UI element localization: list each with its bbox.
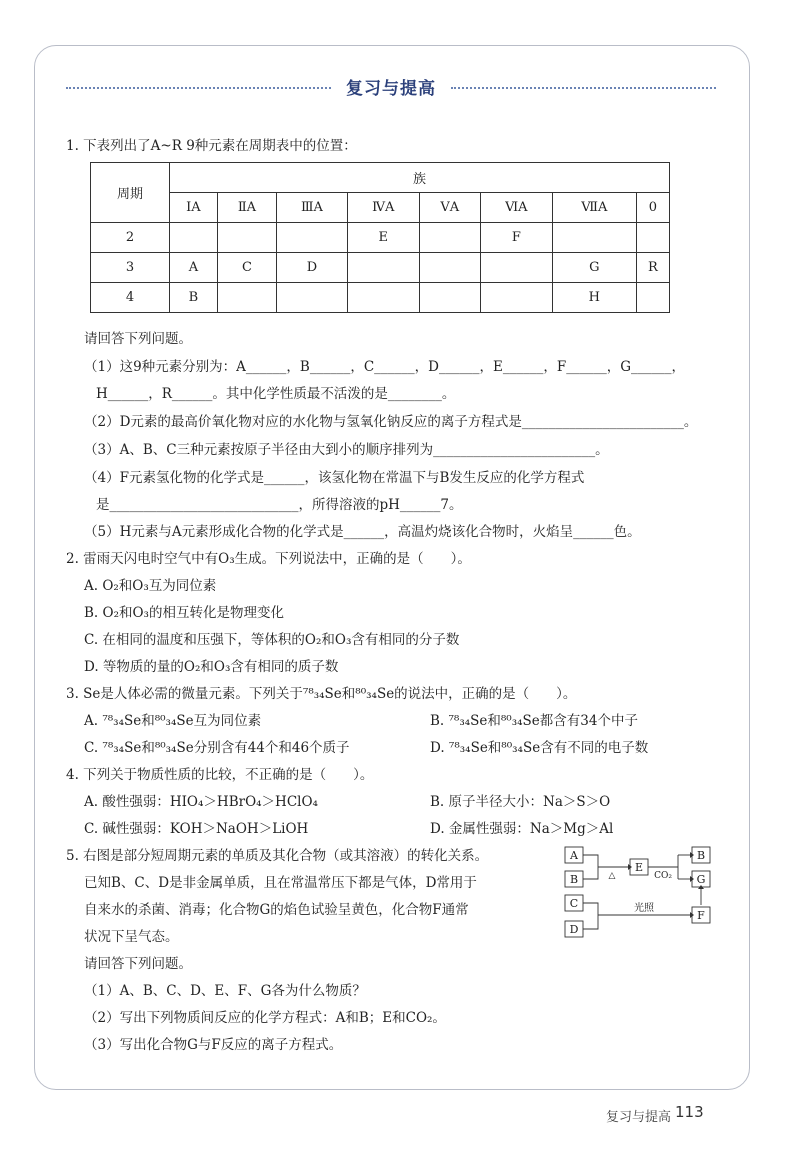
node-e: E — [634, 861, 644, 874]
q1-line: H______，R______。其中化学性质最不活泼的是________。 — [96, 386, 456, 402]
element-cell: A — [170, 253, 218, 283]
element-cell — [419, 253, 480, 283]
q2-option: C. 在相同的温度和压强下，等体积的O₂和O₃含有相同的分子数 — [84, 632, 460, 648]
q1-line: （2）D元素的最高价氧化物对应的水化物与氢氧化钠反应的离子方程式是________________________。 — [84, 414, 698, 430]
node-g: G — [696, 873, 706, 886]
group-cell: ⅦA — [552, 193, 636, 223]
q2-option: D. 等物质的量的O₂和O₃含有相同的质子数 — [84, 659, 339, 675]
node-b-product: B — [696, 849, 706, 862]
q3-option: A. ⁷⁸₃₄Se和⁸⁰₃₄Se互为同位素 — [84, 713, 262, 729]
q4-option: D. 金属性强弱：Na＞Mg＞Al — [430, 821, 614, 837]
element-cell — [480, 283, 552, 313]
co2-label: CO₂ — [654, 871, 672, 881]
group-cell: ⅣA — [347, 193, 419, 223]
element-cell — [419, 223, 480, 253]
section-header — [66, 74, 716, 100]
element-cell: C — [217, 253, 276, 283]
q4-option: B. 原子半径大小：Na＞S＞O — [430, 794, 611, 810]
period-cell: 2 — [91, 223, 170, 253]
group-cell: 0 — [636, 193, 669, 223]
group-cell: ⅥA — [480, 193, 552, 223]
q5-line: （3）写出化合物G与F反应的离子方程式。 — [84, 1037, 343, 1053]
q5-line: 已知B、C、D是非金属单质，且在常温常压下都是气体，D常用于 — [84, 875, 477, 891]
q2-stem: 2. 雷雨天闪电时空气中有O₃生成。下列说法中，正确的是（ ）。 — [66, 551, 471, 567]
q3-option: B. ⁷⁸₃₄Se和⁸⁰₃₄Se都含有34个中子 — [430, 713, 638, 729]
q3-option: D. ⁷⁸₃₄Se和⁸⁰₃₄Se含有不同的电子数 — [430, 740, 649, 756]
element-cell — [636, 283, 669, 313]
element-cell — [552, 223, 636, 253]
group-cell: ⅡA — [217, 193, 276, 223]
divider-right — [451, 87, 716, 89]
element-cell: D — [277, 253, 348, 283]
element-cell — [277, 223, 348, 253]
node-a: A — [570, 849, 578, 862]
period-cell: 4 — [91, 283, 170, 313]
node-b: B — [569, 873, 579, 886]
q4-option: A. 酸性强弱：HIO₄＞HBrO₄＞HClO₄ — [84, 794, 318, 810]
element-cell — [217, 223, 276, 253]
element-cell — [217, 283, 276, 313]
group-cell: ⅢA — [277, 193, 348, 223]
element-cell — [636, 223, 669, 253]
q5-line: 请回答下列问题。 — [84, 956, 192, 972]
element-cell — [347, 253, 419, 283]
section-title: 复习与提高 — [346, 79, 436, 99]
element-cell: E — [347, 223, 419, 253]
element-cell: G — [552, 253, 636, 283]
element-cell: R — [636, 253, 669, 283]
table-row — [91, 283, 670, 313]
q1-line: （4）F元素氢化物的化学式是______，该氢化物在常温下与B发生反应的化学方程式 — [84, 470, 585, 486]
element-cell — [480, 253, 552, 283]
group-cell: ⅤA — [419, 193, 480, 223]
q5-line: （2）写出下列物质间反应的化学方程式：A和B；E和CO₂。 — [84, 1010, 446, 1026]
q3-option: C. ⁷⁸₃₄Se和⁸⁰₃₄Se分别含有44个和46个质子 — [84, 740, 350, 756]
q5-line: 状况下呈气态。 — [84, 929, 179, 945]
periodic-table — [90, 162, 670, 313]
q5-line: 自来水的杀菌、消毒；化合物G的焰色试验呈黄色，化合物F通常 — [84, 902, 469, 918]
q2-option: A. O₂和O₃互为同位素 — [84, 578, 217, 594]
period-header: 周期 — [91, 163, 170, 223]
q5-line: （1）A、B、C、D、E、F、G各为什么物质？ — [84, 983, 366, 999]
q1-line: （5）H元素与A元素形成化合物的化学式是______，高温灼烧该化合物时，火焰呈______色。 — [84, 524, 641, 540]
element-cell — [419, 283, 480, 313]
node-d: D — [569, 923, 579, 936]
element-cell — [277, 283, 348, 313]
q4-option: C. 碱性强弱：KOH＞NaOH＞LiOH — [84, 821, 309, 837]
conversion-diagram — [560, 842, 720, 942]
table-row — [91, 223, 670, 253]
element-cell: B — [170, 283, 218, 313]
element-cell — [170, 223, 218, 253]
q1-line: 是____________________________，所得溶液的pH______7。 — [96, 497, 463, 513]
element-cell: F — [480, 223, 552, 253]
light-label: 光照 — [634, 903, 654, 914]
element-cell — [347, 283, 419, 313]
q2-option: B. O₂和O₃的相互转化是物理变化 — [84, 605, 284, 621]
heat-label: △ — [608, 871, 616, 881]
q1-line: （1）这9种元素分别为：A______，B______，C______，D______，E______，F______，G______， — [84, 359, 686, 375]
q4-stem: 4. 下列关于物质性质的比较，不正确的是（ ）。 — [66, 767, 374, 783]
q3-stem: 3. Se是人体必需的微量元素。下列关于⁷⁸₃₄Se和⁸⁰₃₄Se的说法中，正确的是（ ）。 — [66, 686, 577, 702]
q1-stem: 1. 下表列出了A~R 9种元素在周期表中的位置： — [66, 138, 357, 154]
q5-line: 5. 右图是部分短周期元素的单质及其化合物（或其溶液）的转化关系。 — [66, 848, 489, 864]
group-cell: ⅠA — [170, 193, 218, 223]
footer-section: 复习与提高 — [606, 1110, 672, 1125]
node-f: F — [697, 909, 705, 922]
page-number: 113 — [675, 1103, 704, 1121]
q1-prompt: 请回答下列问题。 — [84, 331, 192, 347]
table-row — [91, 253, 670, 283]
q1-line: （3）A、B、C三种元素按原子半径由大到小的顺序排列为________________________。 — [84, 442, 609, 458]
group-header: 族 — [170, 163, 670, 193]
node-c: C — [569, 897, 579, 910]
period-cell: 3 — [91, 253, 170, 283]
element-cell: H — [552, 283, 636, 313]
